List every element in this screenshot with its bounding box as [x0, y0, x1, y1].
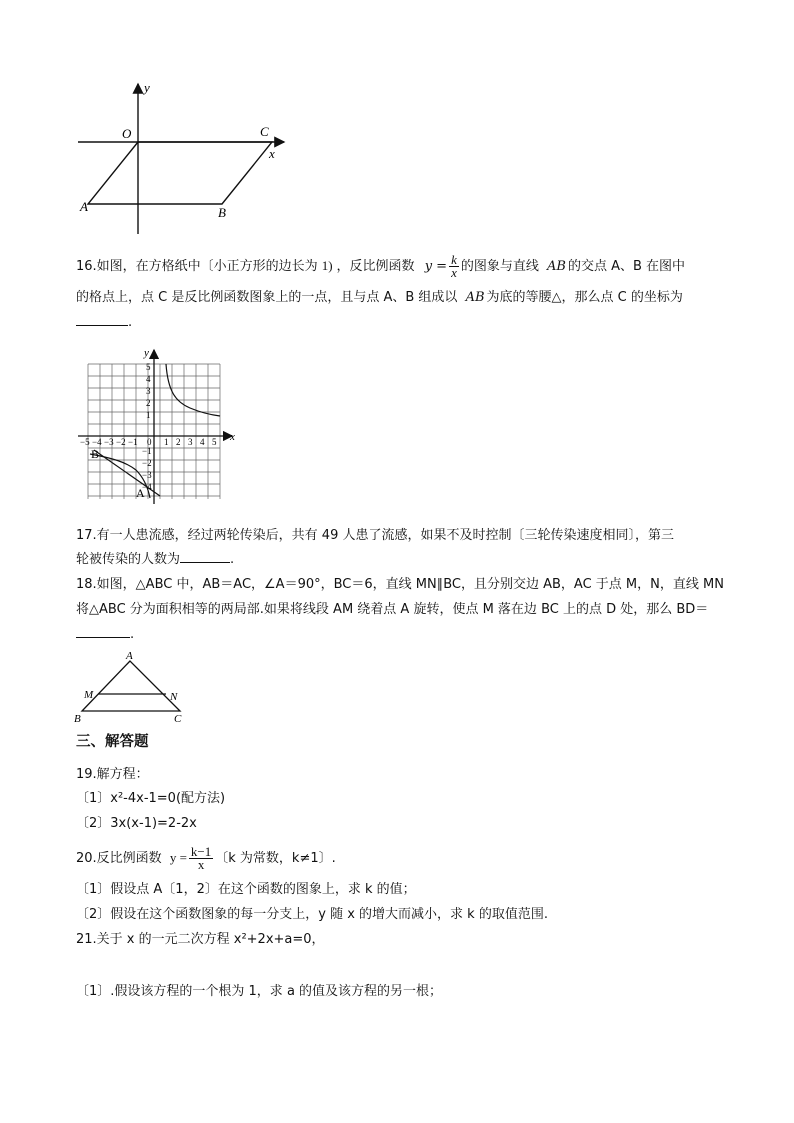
x-tick-neg2: −2	[116, 437, 126, 447]
origin-label: 0	[147, 437, 152, 447]
q19-item-1: 〔1〕x²-4x-1=0(配方法)	[76, 791, 226, 806]
triangle-abc	[82, 661, 180, 711]
label-b: B	[74, 713, 81, 725]
y-tick-1: 1	[146, 410, 151, 420]
x-tick-5: 5	[212, 437, 217, 447]
label-b: B	[218, 205, 226, 220]
x-tick-neg3: −3	[104, 437, 114, 447]
q16-end: .	[128, 315, 133, 330]
y-tick-3: 3	[146, 386, 151, 396]
q17-answer-blank	[180, 550, 230, 563]
q20-suffix: 〔k 为常数，k≠1〕.	[215, 851, 336, 866]
y-tick-neg1: −1	[142, 446, 152, 456]
q20-frac-den: x	[197, 857, 205, 872]
axis-x-label: x	[230, 431, 235, 443]
x-tick-1: 1	[164, 437, 169, 447]
q16-answer-blank	[76, 313, 128, 326]
q17-line-1: 17.有一人患流感，经过两轮传染后，共有 49 人患了流感，如果不及时控制〔三轮传染速度相同〕，第三	[76, 528, 674, 543]
q17-end: .	[230, 552, 235, 567]
figure-parallelogram	[76, 78, 291, 238]
q20-item-1: 〔1〕假设点 A〔1，2〕在这个函数的图象上，求 k 的值；	[76, 882, 416, 897]
q16-fraction	[449, 254, 459, 279]
axis-y-label: y	[144, 347, 149, 359]
q18-line-3	[76, 625, 134, 645]
point-a-label: A	[136, 486, 145, 500]
y-tick-neg3: −3	[142, 470, 152, 480]
y-tick-4: 4	[146, 374, 151, 384]
hyperbola-branch-positive	[166, 364, 220, 416]
y-tick-2: 2	[146, 398, 151, 408]
q17-text: 轮被传染的人数为	[76, 552, 181, 567]
q20-func-y: y =	[169, 850, 187, 865]
q18-answer-blank	[76, 625, 130, 638]
label-a: A	[126, 650, 133, 662]
q16-line-2	[76, 288, 683, 308]
q18-line-1: 18.如图，△ABC 中，AB＝AC，∠A＝90°，BC＝6，直线 MN∥BC，且分别交边 AB，AC 于点 M，N，直线 MN	[76, 577, 724, 592]
q16-text-d: 的交点 A、B 在图中	[567, 259, 686, 274]
label-m: M	[84, 689, 94, 701]
q16-line-1	[76, 254, 685, 279]
point-b-label: B	[91, 447, 100, 461]
label-y: y	[144, 80, 150, 95]
q21-item-1: 〔1〕.假设该方程的一个根为 1，求 a 的值及该方程的另一根；	[76, 984, 443, 999]
parallelogram-shape	[88, 142, 272, 204]
x-tick-neg1: −1	[128, 437, 138, 447]
q16-func-y: y =	[424, 259, 448, 274]
label-o: O	[122, 126, 132, 141]
label-c: C	[260, 124, 269, 139]
y-tick-neg2: −2	[142, 458, 152, 468]
q16-frac-den: x	[451, 265, 457, 280]
q20-fraction	[189, 846, 213, 871]
label-n: N	[170, 691, 178, 703]
x-tick-2: 2	[176, 437, 181, 447]
q16-ab-2: AB	[465, 290, 485, 305]
x-tick-neg4: −4	[92, 437, 102, 447]
figure-grid-function	[76, 346, 246, 506]
q21-title: 21.关于 x 的一元二次方程 x²+2x+a=0，	[76, 932, 325, 947]
q16-text-e: 的格点上，点 C 是反比例函数图象上的一点，且与点 A、B 组成以	[76, 290, 458, 305]
q20-item-2: 〔2〕假设在这个函数图象的每一分支上，y 随 x 的增大而减小，求 k 的取值范围.	[76, 907, 548, 922]
q16-frac-num: k	[451, 252, 457, 267]
q20-prefix: 20.反比例函数	[76, 851, 162, 866]
q16-one: 1)	[321, 258, 333, 273]
label-x: x	[269, 146, 275, 161]
q18-line-2: 将△ABC 分为面积相等的两局部.如果将线段 AM 绕着点 A 旋转，使点 M 落在边 BC 上的点 D 处，那么 BD＝	[76, 602, 709, 617]
q19-item-2: 〔2〕3x(x-1)=2-2x	[76, 816, 197, 831]
x-tick-3: 3	[188, 437, 193, 447]
q16-text-a: 16.如图，在方格纸中〔小正方形的边长为	[76, 259, 318, 274]
label-a: A	[80, 199, 88, 214]
q19-title: 19.解方程：	[76, 767, 149, 782]
label-c: C	[174, 713, 182, 725]
q16-ab-1: AB	[547, 259, 566, 274]
q16-text-f: 为底的等腰△，那么点 C 的坐标为	[486, 290, 683, 305]
figure-triangle	[72, 648, 192, 726]
x-tick-neg5: −5	[80, 437, 90, 447]
x-tick-4: 4	[200, 437, 205, 447]
q18-end: .	[130, 627, 135, 642]
q16-text-c: 的图象与直线	[460, 259, 539, 274]
y-tick-neg4: −4	[142, 482, 152, 492]
q20-frac-num: k−1	[190, 844, 212, 859]
q20-title	[76, 846, 336, 871]
y-tick-5: 5	[146, 362, 151, 372]
q16-text-b: ，反比例函数	[336, 259, 415, 274]
q16-line-3	[76, 313, 132, 333]
q17-line-2	[76, 550, 234, 570]
section-heading: 三、解答题	[76, 734, 149, 750]
